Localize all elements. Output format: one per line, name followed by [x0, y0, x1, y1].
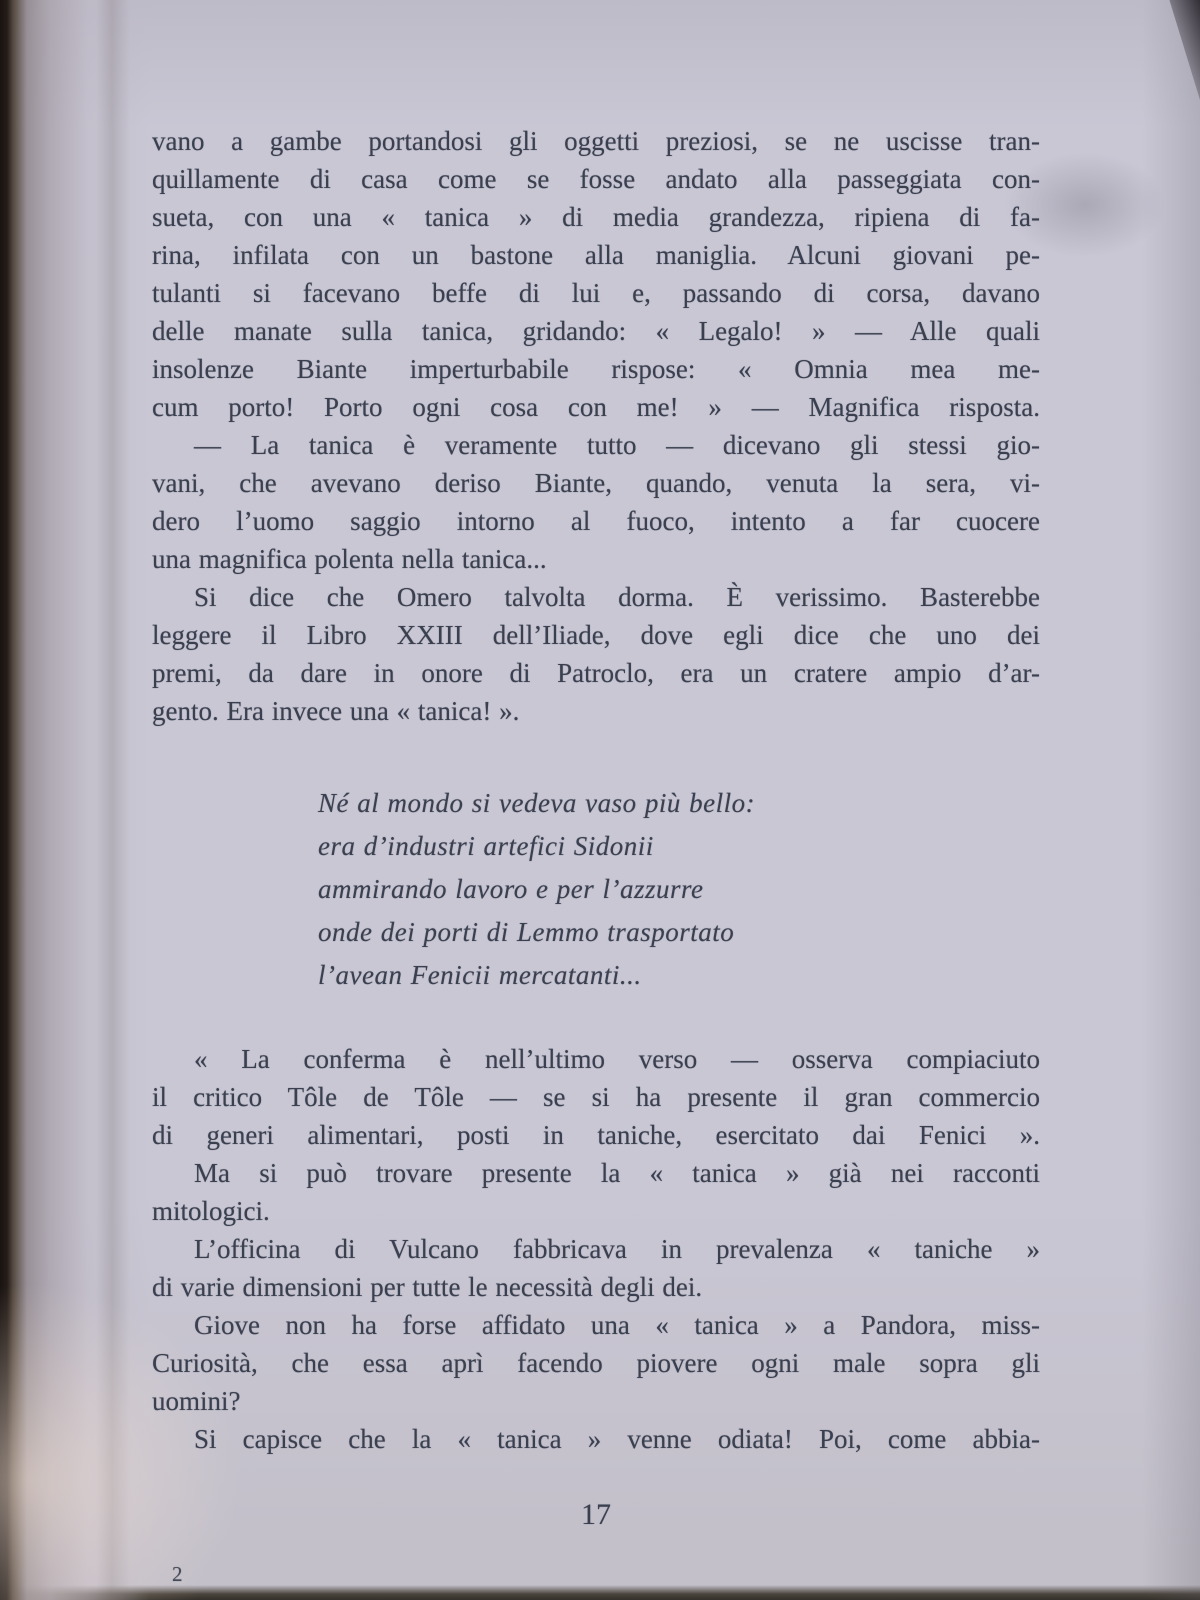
text-line: Né al mondo si vedeva vaso più bello: — [318, 788, 756, 818]
text-line: quillamente di casa come se fosse andato alla passeggiata con- — [152, 164, 1040, 194]
page-number: 17 — [581, 1498, 611, 1531]
signature-mark: 2 — [172, 1562, 183, 1586]
text-line: — La tanica è veramente tutto — dicevano gli stessi gio- — [194, 430, 1040, 460]
page-corner-shadow — [1166, 0, 1200, 100]
text-line: Curiosità, che essa aprì facendo piovere ogni male sopra gli — [152, 1348, 1040, 1378]
text-line: il critico Tôle de Tôle — se si ha presente il gran commercio — [152, 1082, 1040, 1112]
text-line: Ma si può trovare presente la « tanica » già nei racconti — [194, 1158, 1040, 1188]
verse-block — [152, 782, 1040, 997]
text-line: di varie dimensioni per tutte le necessità degli dei. — [152, 1272, 703, 1302]
text-line: l’avean Fenicii mercatanti... — [318, 960, 642, 990]
text-line: delle manate sulla tanica, gridando: « Legalo! » — Alle quali — [152, 316, 1040, 346]
text-line: Giove non ha forse affidato una « tanica » a Pandora, miss- — [194, 1310, 1040, 1340]
text-line: cum porto! Porto ogni cosa con me! » — Magnifica risposta. — [152, 392, 1040, 422]
text-line: Si dice che Omero talvolta dorma. È verissimo. Basterebbe — [194, 582, 1040, 612]
paragraph-block — [152, 1040, 1040, 1458]
text-line: era d’industri artefici Sidonii — [318, 831, 654, 861]
text-line: onde dei porti di Lemmo trasportato — [318, 917, 735, 947]
text-line: L’officina di Vulcano fabbricava in prevalenza « taniche » — [194, 1234, 1040, 1264]
page-text — [152, 122, 1040, 1458]
text-line: uomini? — [152, 1386, 241, 1416]
text-line: mitologici. — [152, 1196, 270, 1226]
text-line: una magnifica polenta nella tanica... — [152, 544, 547, 574]
paragraph-block — [152, 122, 1040, 730]
text-line: insolenze Biante imperturbabile rispose: « Omnia mea me- — [152, 354, 1040, 384]
text-line: premi, da dare in onore di Patroclo, era un cratere ampio d’ar- — [152, 658, 1040, 688]
text-line: « La conferma è nell’ultimo verso — osserva compiaciuto — [194, 1044, 1040, 1074]
text-line: sueta, con una « tanica » di media grandezza, ripiena di fa- — [152, 202, 1040, 232]
text-line: gento. Era invece una « tanica! ». — [152, 696, 520, 726]
text-line: ammirando lavoro e per l’azzurre — [318, 874, 704, 904]
text-line: di generi alimentari, posti in taniche, esercitato dai Fenici ». — [152, 1120, 1040, 1150]
text-line: vani, che avevano deriso Biante, quando, venuta la sera, vi- — [152, 468, 1040, 498]
text-line: leggere il Libro XXIII dell’Iliade, dove egli dice che uno dei — [152, 620, 1040, 650]
text-line: tulanti si facevano beffe di lui e, passando di corsa, davano — [152, 278, 1040, 308]
text-line: rina, infilata con un bastone alla maniglia. Alcuni giovani pe- — [152, 240, 1040, 270]
text-line: Si capisce che la « tanica » venne odiata! Poi, come abbia- — [194, 1424, 1040, 1454]
text-line: vano a gambe portandosi gli oggetti preziosi, se ne uscisse tran- — [152, 126, 1040, 156]
text-line: dero l’uomo saggio intorno al fuoco, intento a far cuocere — [152, 506, 1040, 536]
